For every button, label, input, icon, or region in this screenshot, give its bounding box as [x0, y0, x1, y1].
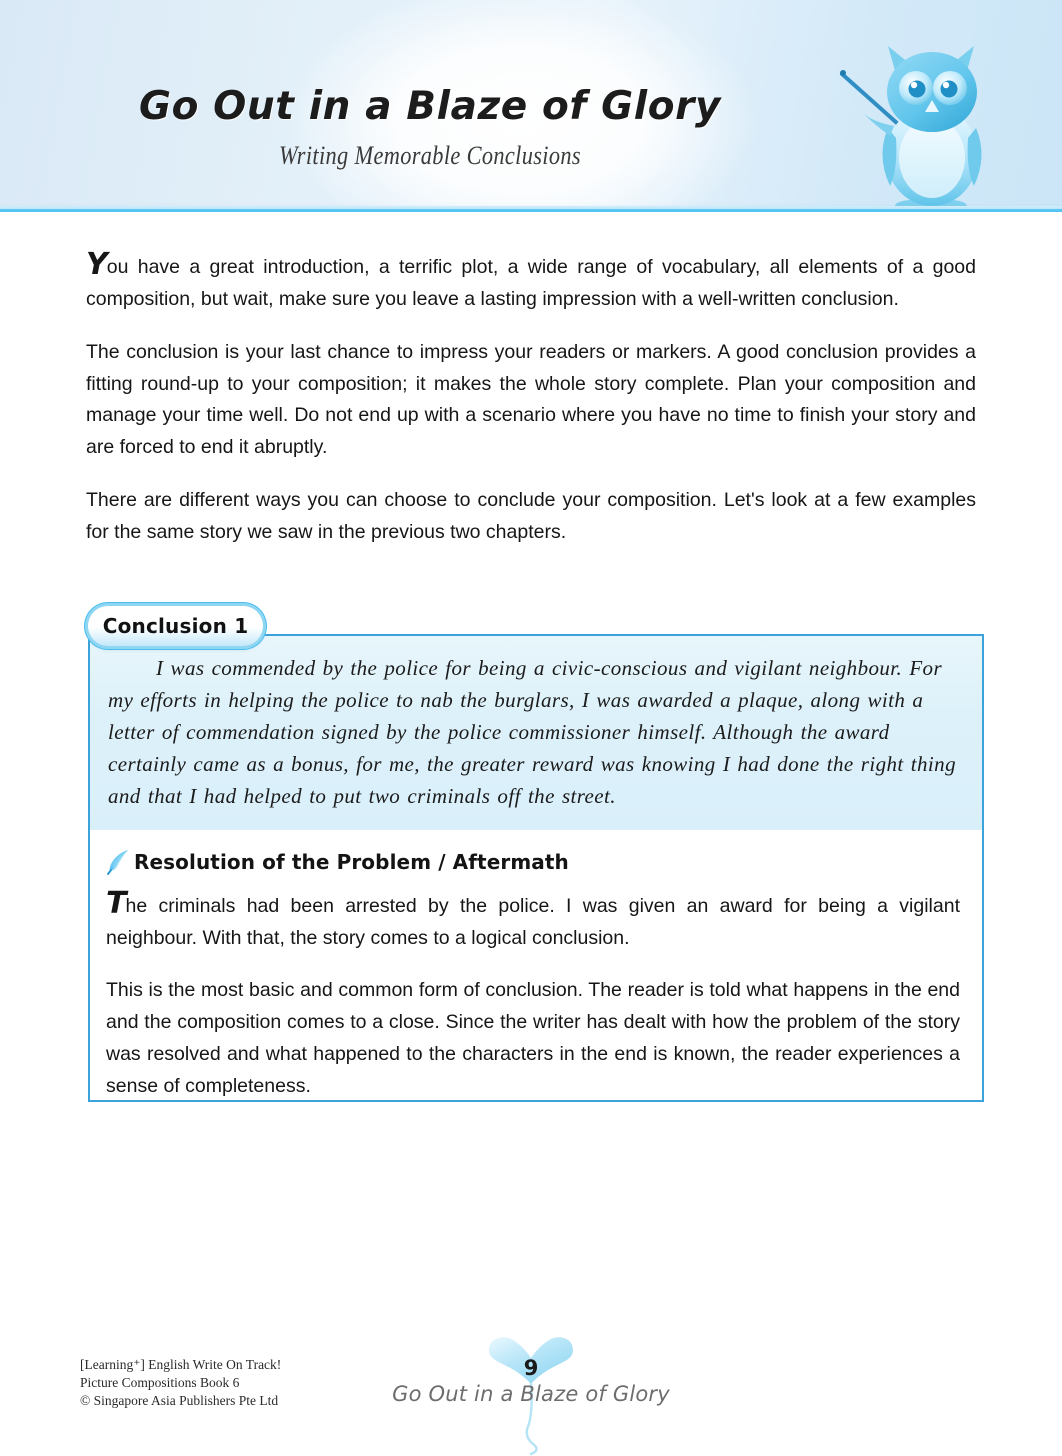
header-accent-bar-highlight: [0, 206, 1062, 209]
intro-paragraph-2: The conclusion is your last chance to impress your readers or markers. A good conclusion provides a fitting round-up to your composition; it makes the whole story complete. Plan your composition and manage your time well. Do not end up with a scenario where you have no time to finish your story and are forced to end it abruptly.: [86, 341, 976, 458]
conclusion-explanation-1-text: he criminals had been arrested by the police. I was given an award for being a vigilant neighbour. With that, the story comes to a logical conclusion.: [106, 895, 960, 949]
owl-mascot-icon: [838, 30, 1028, 212]
conclusion-subheading: [106, 848, 960, 876]
footer-center-block: [0, 1320, 1062, 1456]
intro-paragraph-1: [86, 247, 976, 315]
footer-chapter-label: Go Out in a Blaze of Glory: [392, 1382, 670, 1406]
dropcap-t: T: [106, 886, 126, 921]
conclusion-subheading-label: Resolution of the Problem / Aftermath: [134, 850, 569, 874]
intro-content: [86, 247, 976, 548]
conclusion-sample-panel: [90, 636, 982, 830]
conclusion-explanation-2: This is the most basic and common form of conclusion. The reader is told what happens in the end and the composition comes to a close. Since the writer has dealt with how the problem of the story was resolved and what happened to the characters in the end is known, the reader experiences a sense of completeness.: [106, 979, 960, 1097]
page-header: [0, 0, 1062, 212]
intro-paragraph-1-text: ou have a great introduction, a terrific plot, a wide range of vocabulary, all elements of a good composition, but wait, make sure you leave a lasting impression with a well-written conclusion.: [86, 256, 976, 310]
page-subtitle: Writing Memorable Conclusions: [279, 141, 581, 170]
intro-paragraph-3: There are different ways you can choose to conclude your composition. Let's look at a few examples for the same story we saw in the previous two chapters.: [86, 489, 976, 543]
imprint-line-3: © Singapore Asia Publishers Pte Ltd: [80, 1393, 279, 1408]
dropcap-y: Y: [86, 247, 107, 282]
header-title-block: [0, 0, 860, 171]
conclusion-explanation-1: [106, 886, 960, 954]
quill-pen-icon: [106, 848, 132, 876]
conclusion-tab-label: Conclusion 1: [102, 614, 249, 638]
page-number: 9: [523, 1356, 539, 1380]
header-accent-bar: [0, 206, 1062, 212]
conclusion-tab[interactable]: [88, 606, 263, 646]
conclusion-box: [88, 634, 984, 1102]
conclusion-sample-text: I was commended by the police for being a civic-conscious and vigilant neighbour. For my efforts in helping the police to nab the burglars, I was awarded a plaque, along with a letter of commendation signed by the police commissioner himself. Although the award certainly came as a bonus, for me, the greater reward was knowing I had done the right thing and that I had helped to put two criminals off the street.: [108, 656, 956, 808]
page-title: Go Out in a Blaze of Glory: [138, 84, 722, 129]
imprint-line-2: Picture Compositions Book 6: [80, 1375, 240, 1390]
conclusion-explanation-section: [90, 830, 982, 1136]
imprint-line-1: [Learning⁺] English Write On Track!: [80, 1357, 282, 1372]
